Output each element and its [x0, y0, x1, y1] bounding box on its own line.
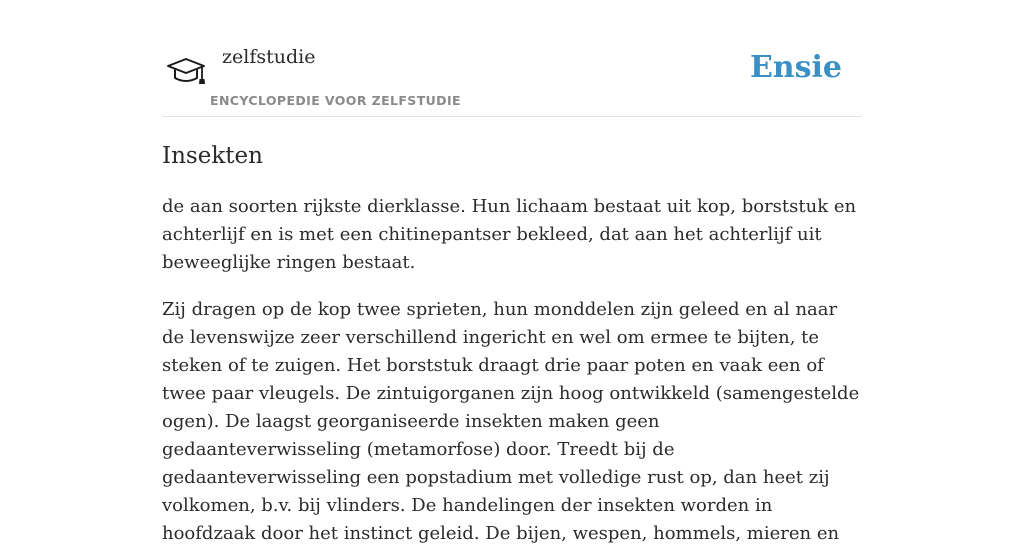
content-container [162, 0, 862, 548]
article-paragraph-1: de aan soorten rijkste dierklasse. Hun lichaam bestaat uit kop, borststuk en achterlijf en is met een chitinepantser bekleed, dat aan het achterlijf uit beweeglijke ringen bestaat. [162, 196, 857, 273]
graduation-cap-icon[interactable] [166, 54, 206, 90]
ensie-brand-link[interactable]: Ensie [749, 50, 842, 85]
site-header [162, 0, 862, 117]
article-title: Insekten [162, 143, 263, 169]
site-name-link[interactable]: zelfstudie [222, 46, 316, 68]
article [162, 141, 862, 548]
site-tagline: ENCYCLOPEDIE VOOR ZELFSTUDIE [210, 93, 461, 108]
article-paragraph-2: Zij dragen op de kop twee sprieten, hun monddelen zijn geleed en al naar de levenswijze zeer verschillend ingericht en wel om ermee te bijten, te steken of te zuigen. Het borststuk draagt drie paar poten en vaak een of twee paar vleugels. De zintuigorganen zijn hoog ontwikkeld (samengestelde ogen). De laagst georganiseerde insekten maken geen gedaanteverwisseling (metamorfose) door. Treedt bij de gedaanteverwisseling een popstadium met volledige rust op, dan heet zij volkomen, b.v. bij vlinders. De handelingen der insekten worden in hoofdzaak door het instinct geleid. De bijen, wespen, hommels, mieren en [162, 299, 860, 544]
